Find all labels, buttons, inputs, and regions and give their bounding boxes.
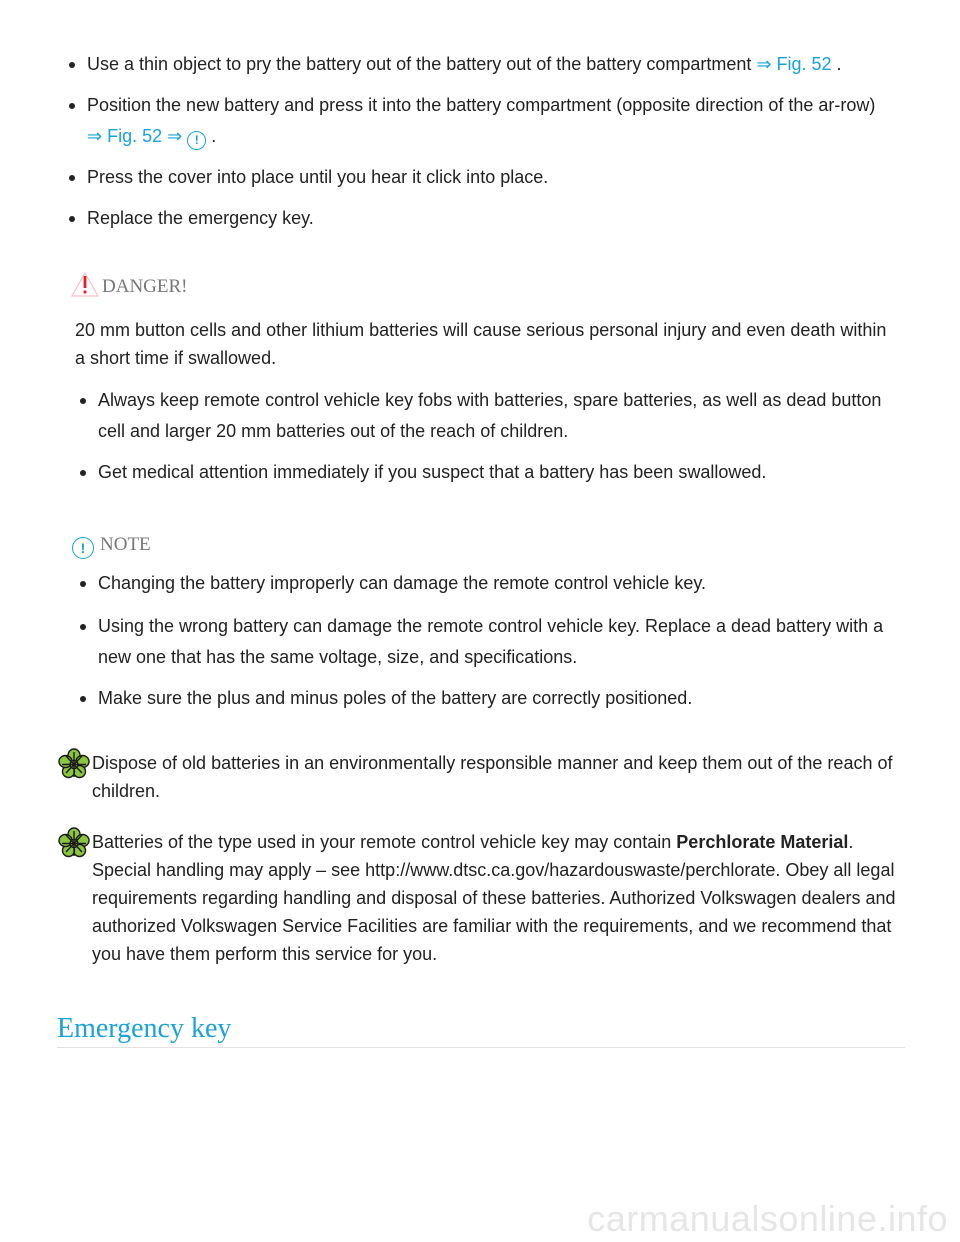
procedure-steps [87, 49, 887, 244]
environment-flower-icon [58, 748, 90, 780]
note-item: Using the wrong battery can damage the remote control vehicle key. Replace a dead battery with a new one that has the same voltage, size, and specifications. [98, 611, 888, 673]
note-item: Make sure the plus and minus poles of the battery are correctly positioned. [98, 683, 888, 714]
fig-52-link[interactable]: ⇒ Fig. 52 [756, 54, 832, 74]
step-item: Press the cover into place until you hear it click into place. [87, 162, 887, 193]
danger-body: 20 mm button cells and other lithium batteries will cause serious personal injury and even death within a short time if swallowed. [75, 320, 887, 368]
warning-triangle-icon [70, 270, 100, 298]
environment-note: Batteries of the type used in your remote control vehicle key may contain Perchlorate Material. Special handling may apply – see http://www.dtsc.ca.gov/hazardouswaste/perchlorate. Obey all legal requirements regarding handling and disposal of these batteries. Authorized Volkswagen dealers and authorized Volkswagen Service Facilities are familiar with the requirements, and we recommend that you have them perform this service for you. [92, 828, 902, 968]
danger-list [98, 385, 888, 488]
danger-heading: DANGER! [70, 270, 188, 298]
danger-item: Get medical attention immediately if you suspect that a battery has been swallowed. [98, 457, 888, 488]
fig-52-link[interactable]: ⇒ Fig. 52 ⇒ [87, 126, 183, 146]
note-list [98, 568, 888, 714]
danger-item: Always keep remote control vehicle key fobs with batteries, spare batteries, as well as dead button cell and larger 20 mm batteries out of the reach of children. [98, 385, 888, 447]
note-item: Changing the battery improperly can damage the remote control vehicle key. [98, 568, 888, 599]
section-title: Emergency key [57, 1013, 232, 1044]
step-item: Use a thin object to pry the battery out of the battery out of the battery compartment ⇒ Fig. 52 . [87, 49, 887, 80]
note-circle-icon[interactable]: ! [187, 131, 206, 150]
step-item: Replace the emergency key. [87, 203, 887, 234]
perchlorate-material: Perchlorate Material [676, 832, 849, 852]
section-header [57, 1013, 905, 1048]
watermark: carmanualsonline.info [587, 1198, 948, 1239]
note-icon: ! [72, 537, 94, 559]
note-heading: ! NOTE [72, 534, 151, 559]
environment-flower-icon [58, 827, 90, 859]
environment-note: Dispose of old batteries in an environmentally responsible manner and keep them out of the reach of children. [92, 749, 902, 805]
step-item: Position the new battery and press it into the battery compartment (opposite direction of the ar-row) ⇒ Fig. 52 ⇒ ! . [87, 90, 887, 152]
